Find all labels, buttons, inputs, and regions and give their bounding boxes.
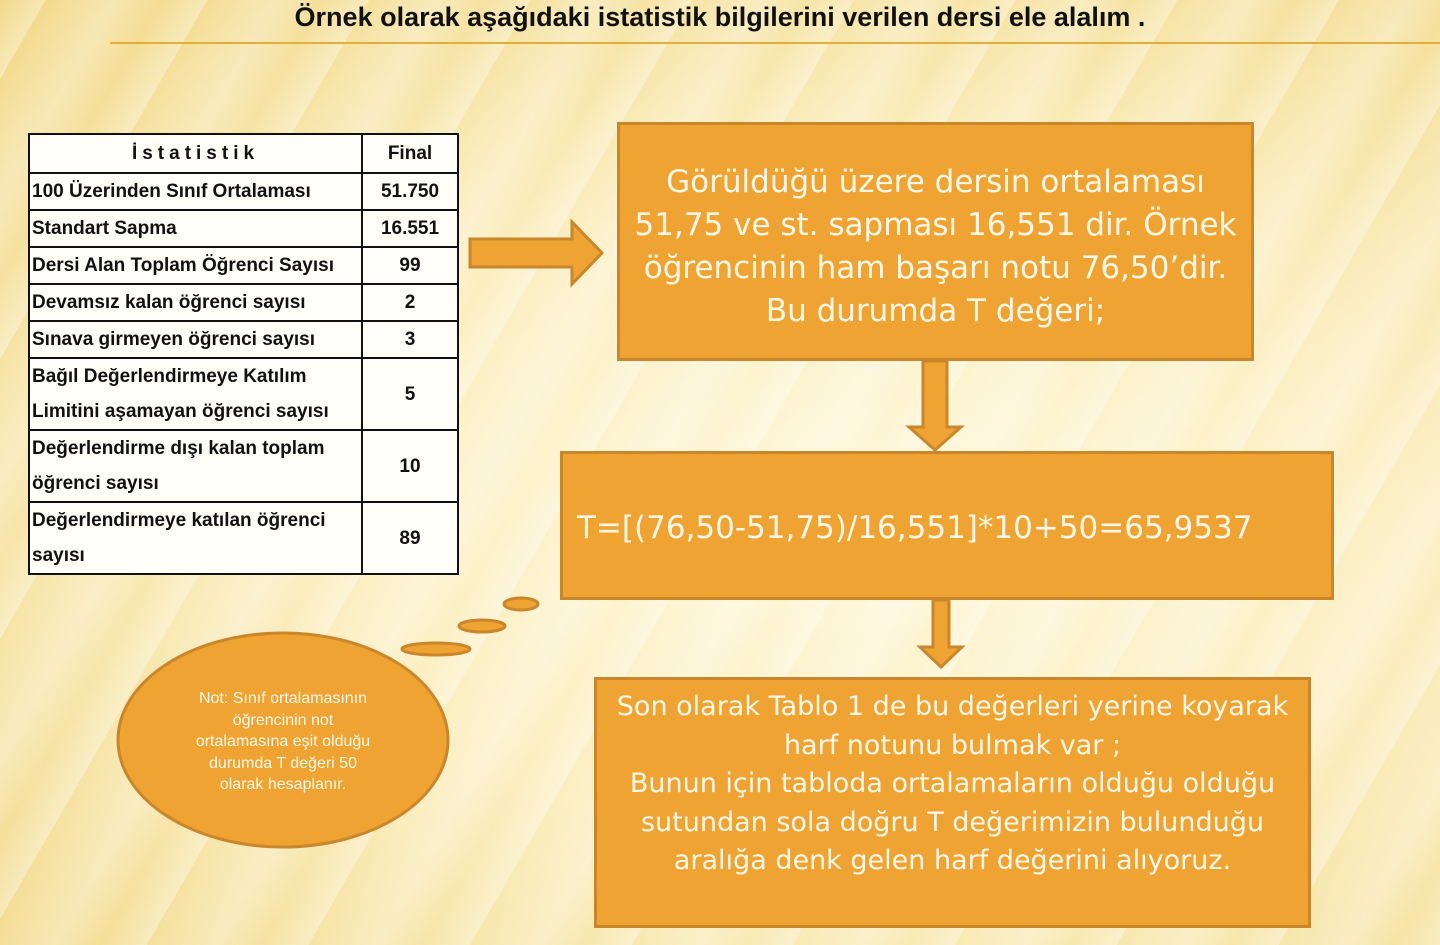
conclusion-line: sutundan sola doğru T değerimizin bulunduğu	[640, 806, 1264, 838]
conclusion-box	[594, 677, 1311, 928]
formula-text: T=[(76,50-51,75)/16,551]*10+50=65,9537	[577, 510, 1253, 546]
row-label-line: Değerlendirmeye katılan öğrenci	[32, 510, 326, 531]
down-arrow-icon	[909, 361, 961, 450]
note-line: olarak hesaplanır.	[219, 776, 347, 793]
row-label: Devamsız kalan öğrenci sayısı	[29, 284, 362, 321]
right-arrow-icon	[470, 222, 602, 284]
thought-dot-icon	[459, 620, 505, 632]
conclusion-line: aralığa denk gelen harf değerini alıyoruz.	[673, 845, 1232, 876]
note-line: öğrencinin not	[232, 711, 334, 729]
explanation-line: 51,75 ve st. sapması 16,551 dir. Örnek	[634, 207, 1237, 243]
conclusion-line: Son olarak Tablo 1 de bu değerleri yerine koyarak	[616, 691, 1289, 722]
note-line: Not: Sınıf ortalamasının	[198, 690, 368, 707]
row-value: 3	[362, 321, 458, 358]
row-label: Standart Sapma	[29, 210, 362, 247]
row-value: 2	[362, 284, 458, 321]
header-final: Final	[362, 134, 458, 173]
header-statistic: İstatistik	[29, 134, 362, 173]
row-label-line: Limitini aşamayan öğrenci sayısı	[32, 401, 329, 422]
note-text	[170, 688, 396, 796]
explanation-line: öğrencinin ham başarı notu 76,50’dir.	[643, 250, 1228, 286]
thought-dot-icon	[504, 598, 538, 610]
row-value: 16.551	[362, 210, 458, 247]
row-label-line: Bağıl Değerlendirmeye Katılım	[32, 366, 307, 387]
row-value: 5	[362, 358, 458, 430]
row-label-line: öğrenci sayısı	[32, 473, 159, 494]
conclusion-line: Bunun için tabloda ortalamaların olduğu olduğu	[629, 768, 1276, 799]
row-label-line: sayısı	[32, 545, 85, 566]
row-value: 10	[362, 430, 458, 502]
slide-title: Örnek olarak aşağıdaki istatistik bilgilerini verilen dersi ele alalım .	[294, 2, 1146, 32]
row-label: Dersi Alan Toplam Öğrenci Sayısı	[29, 247, 362, 284]
row-value: 99	[362, 247, 458, 284]
row-label: 100 Üzerinden Sınıf Ortalaması	[29, 173, 362, 210]
conclusion-line: harf notunu bulmak var ;	[783, 729, 1122, 761]
explanation-line: Bu durumda T değeri;	[765, 293, 1106, 329]
explanation-box	[617, 122, 1254, 361]
row-value: 89	[362, 502, 458, 574]
note-line: ortalamasına eşit olduğu	[195, 733, 371, 750]
explanation-line: Görüldüğü üzere dersin ortalaması	[666, 164, 1205, 200]
row-value: 51.750	[362, 173, 458, 210]
formula-box	[560, 451, 1334, 600]
row-label: Sınava girmeyen öğrenci sayısı	[29, 321, 362, 358]
thought-dot-icon	[402, 643, 470, 655]
row-label-line: Değerlendirme dışı kalan toplam	[32, 438, 325, 459]
down-arrow-icon	[920, 600, 962, 667]
note-line: durumda T değeri 50	[209, 754, 357, 772]
